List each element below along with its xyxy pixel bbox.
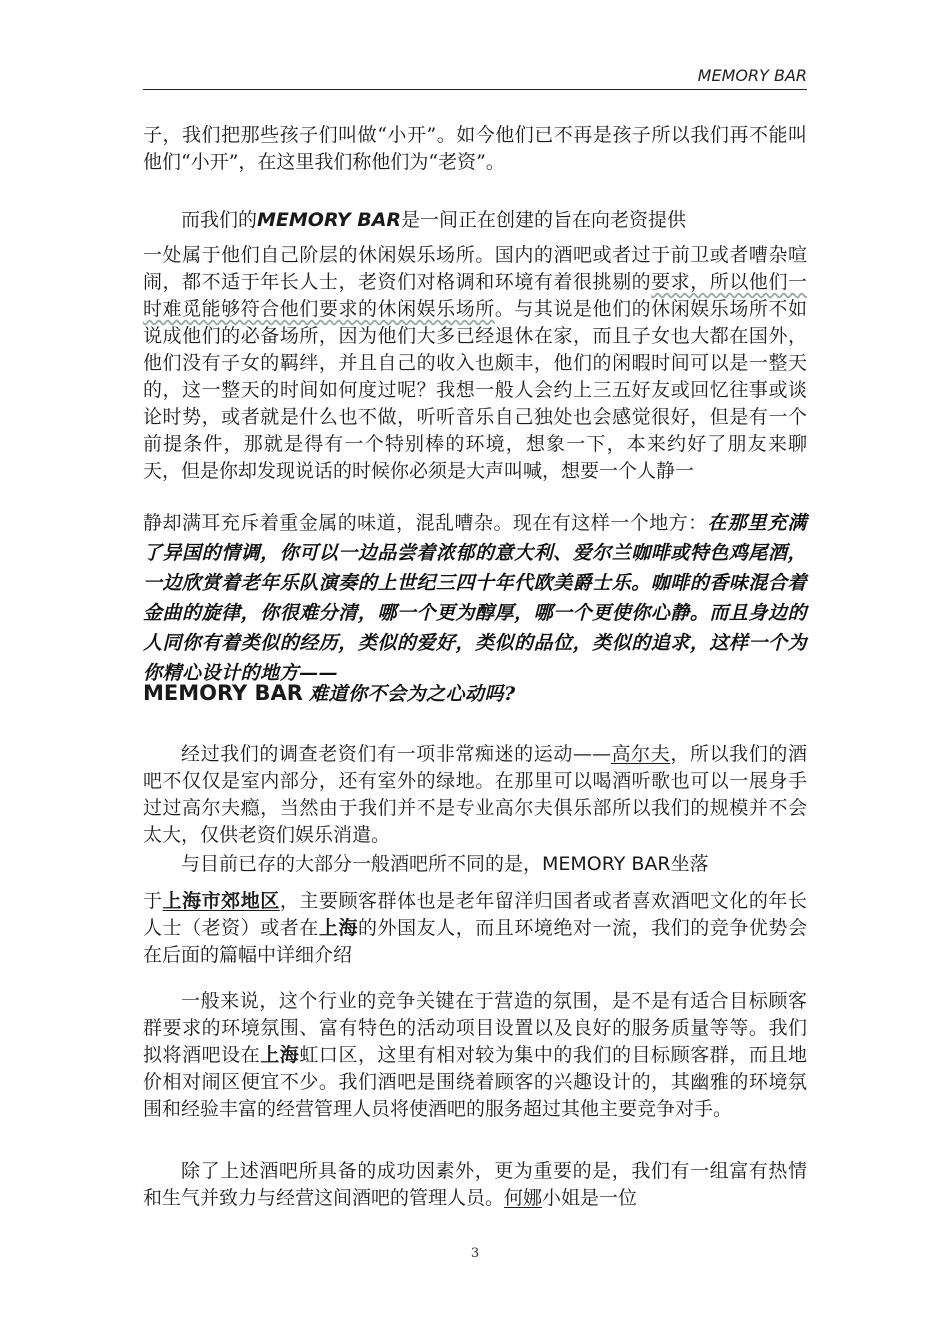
text-run: 小姐是一位 — [542, 1187, 638, 1209]
text-run: ，主要顾客群体也是老年留洋归国者或者喜欢酒吧文化的年长人士（老资）或者在 — [143, 890, 807, 939]
person-name: 何娜 — [504, 1187, 543, 1209]
paragraph-competition — [143, 988, 807, 1123]
text-run: 一处属于他们自己阶层的休闲娱乐场所。国内的酒吧或者过于前卫或者嘈杂喧闹，都不适于年长人士，老资们对格调和环境有着很挑剔的 — [143, 244, 807, 293]
paragraph-location-body — [143, 888, 807, 969]
golf-keyword: 高尔夫 — [610, 743, 671, 765]
paragraph-memory-bar-vision — [143, 508, 807, 688]
paragraph-continuation — [143, 122, 807, 176]
text-run: 静却满耳充斥着重金属的味道，混乱嘈杂。现在有这样一个地方： — [143, 512, 708, 534]
text-run: ，所以我们的酒吧不仅仅是室内部分，还有室外的绿地。在那里可以喝酒听歌也可以一展身手过过高尔夫瘾，当然由于我们并不是专业高尔夫俱乐部所以我们的规模并不会太大，仅供老资们娱乐消遣。 — [143, 743, 807, 846]
page-number: 3 — [470, 1246, 480, 1261]
paragraph-memory-bar-intro — [143, 207, 807, 234]
brand-name: MEMORY BAR — [257, 209, 402, 231]
text-run: 而我们的 — [181, 209, 258, 231]
underlined-text: 要求，所以他们一时难觅能够符合他们要求的休闲娱乐场所 — [143, 271, 807, 320]
text-run: 虹口区，这里有相对较为集中的我们的目标顾客群，而且地价相对闹区便宜不少。我们酒吧是围绕着顾客的兴趣设计的，其幽雅的环境氛围和经验丰富的经营管理人员将使酒吧的服务超过其他主要竞争对手。 — [143, 1044, 807, 1120]
text-run: 经过我们的调查老资们有一项非常痴迷的运动—— — [181, 743, 611, 765]
paragraph-location — [143, 851, 807, 878]
calligraphy-text: 难道你不会为之心动吗? — [309, 683, 516, 705]
text-run: 的外国友人，而且环境绝对一流，我们的竞争优势会在后面的篇幅中详细介绍 — [143, 917, 807, 966]
paragraph-management — [143, 1158, 807, 1212]
brand-name: MEMORY BAR — [143, 681, 303, 705]
text-run: 于 — [143, 890, 163, 912]
text-run: 坐落 — [670, 853, 709, 875]
brand-name: MEMORY BAR — [542, 853, 671, 875]
paragraph-golf — [143, 741, 807, 849]
paragraph-text: 子，我们把那些孩子们叫做“小开”。如今他们已不再是孩子所以我们再不能叫他们“小开”，在这里我们称他们为“老资”。 — [143, 124, 807, 173]
text-run: 与目前已存的大部分一般酒吧所不同的是， — [181, 853, 543, 875]
header-rule — [143, 89, 807, 90]
city-name: 上海 — [260, 1044, 300, 1066]
text-run: 除了上述酒吧所具备的成功因素外，更为重要的是，我们有一组富有热情和生气并致力与经营这间酒吧的管理人员。 — [143, 1160, 807, 1209]
running-header: MEMORY BAR — [697, 66, 807, 85]
calligraphy-text: 在那里充满了异国的情调，你可以一边品尝着浓郁的意大利、爱尔兰咖啡或特色鸡尾酒，一边欣赏着老年乐队演奏的上世纪三四十年代欧美爵士乐。咖啡的香味混合着金曲的旋律，你很难分清，哪一个更为醇厚，哪一个更使你心静。而且身边的人同你有着类似的经历，类似的爱好，类似的品位，类似的追求，这样一个为你精心设计的地方—— — [143, 512, 807, 684]
text-run: 是一间正在创建的旨在向老资提供 — [401, 209, 687, 231]
location-keyword: 上海市郊地区 — [162, 890, 280, 912]
text-run: 一般来说，这个行业的竞争关键在于营造的氛围，是不是有适合目标顾客群要求的环境氛围、富有特色的活动项目设置以及良好的服务质量等等。我们拟将酒吧设在 — [143, 990, 807, 1066]
paragraph-memory-bar-body — [143, 242, 807, 485]
paragraph-memory-bar-closing — [143, 680, 807, 708]
text-run: 。与其说是他们的休闲娱乐场所不如说成他们的必备场所，因为他们大多已经退休在家，而且子女也大都在国外，他们没有子女的羁绊，并且自己的收入也颇丰，他们的闲暇时间可以是一整天的，这一整天的时间如何度过呢？我想一般人会约上三五好友或回忆往事或谈论时势，或者就是什么也不做，听听音乐自己独处也会感觉很好，但是有一个前提条件，那就是得有一个特别棒的环境，想象一下，本来约好了朋友来聊天，但是你却发现说话的时候你必须是大声叫喊，想要一个人静一 — [143, 298, 807, 482]
city-name: 上海 — [318, 917, 358, 939]
